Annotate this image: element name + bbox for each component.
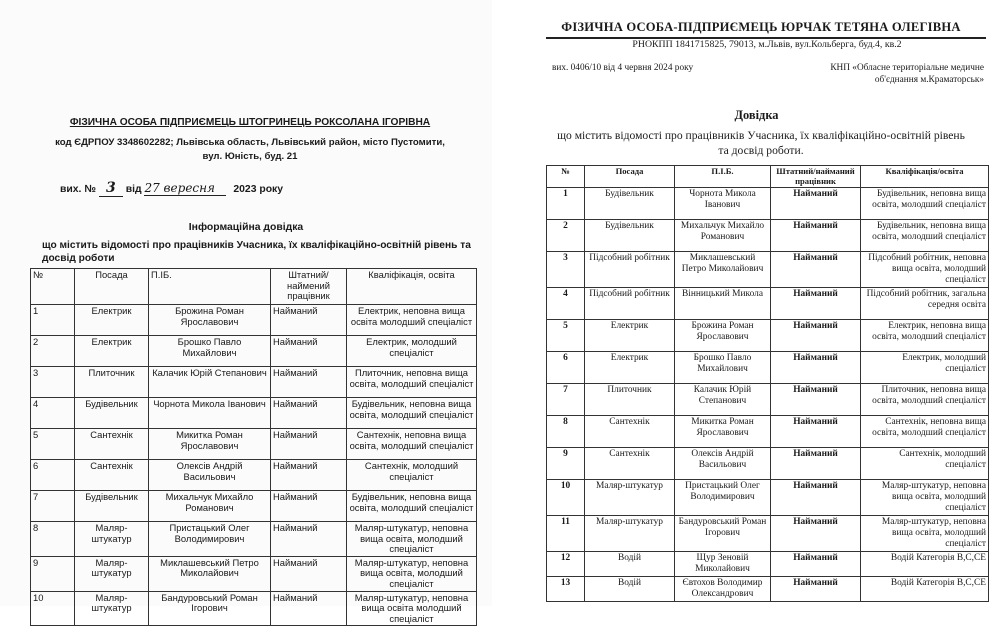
table-row <box>547 220 989 252</box>
row-type: Найманий <box>771 577 861 602</box>
right-doc-subheading-line2: та досвід роботи. <box>718 144 804 157</box>
row-name: Олексів Андрій Васильович <box>675 448 771 480</box>
row-type: Найманий <box>771 320 861 352</box>
left-col-qualification: Кваліфікація, освіта <box>347 269 477 305</box>
row-name: Щур Зеновій Миколайович <box>675 552 771 577</box>
table-row <box>31 305 477 336</box>
row-position: Маляр-штукатур <box>585 480 675 516</box>
row-position: Плиточник <box>585 384 675 416</box>
row-number: 9 <box>547 448 585 480</box>
outgoing-prefix: вих. № <box>60 184 96 195</box>
left-col-position: Посада <box>75 269 149 305</box>
row-qualification: Плиточник, неповна вища освіта, молодший спеціаліст <box>347 367 477 398</box>
row-number: 7 <box>31 491 75 522</box>
table-row <box>547 288 989 320</box>
right-col-name: П.І.Б. <box>675 166 771 188</box>
row-number: 2 <box>31 336 75 367</box>
right-doc-addressee <box>784 63 984 86</box>
row-position: Водій <box>585 552 675 577</box>
row-position: Будівельник <box>75 398 149 429</box>
row-type: Найманий <box>271 367 347 398</box>
row-qualification: Електрик, неповна вища освіта молодший спеціаліст <box>347 305 477 336</box>
right-doc-outgoing: вих. 0406/10 від 4 червня 2024 року <box>552 63 694 73</box>
left-doc-subheading <box>42 239 472 265</box>
table-row <box>31 460 477 491</box>
row-position: Сантехнік <box>75 429 149 460</box>
left-doc-heading: Інформаційна довідка <box>188 222 304 233</box>
row-type: Найманий <box>771 416 861 448</box>
row-position: Підсобний робітник <box>585 288 675 320</box>
table-row <box>31 429 477 460</box>
row-qualification: Електрик, молодший спеціаліст <box>347 336 477 367</box>
row-name: Пристацький Олег Володимирович <box>675 480 771 516</box>
row-position: Водій <box>585 577 675 602</box>
outgoing-date-handwritten: 27 вересня <box>144 181 226 196</box>
table-row <box>547 448 989 480</box>
row-qualification: Маляр-штукатур, неповна вища освіта, молодший спеціаліст <box>861 480 989 516</box>
addressee-line1: КНП «Обласне територіальне медичне <box>830 63 984 73</box>
row-type: Найманий <box>271 305 347 336</box>
left-col-employment: Штатний/ наймений працівник <box>271 269 347 305</box>
row-qualification: Електрик, молодший спеціаліст <box>861 352 989 384</box>
row-qualification: Підсобний робітник, неповна вища освіта, молодший спеціаліст <box>861 252 989 288</box>
row-position: Маляр-штукатур <box>75 591 149 626</box>
row-name: Брошко Павло Михайлович <box>149 336 271 367</box>
row-type: Найманий <box>271 336 347 367</box>
row-position: Сантехнік <box>585 448 675 480</box>
left-doc-outgoing <box>60 180 283 197</box>
row-position: Електрик <box>75 305 149 336</box>
row-position: Будівельник <box>75 491 149 522</box>
table-row <box>547 480 989 516</box>
row-name: Миклашевський Петро Миколайович <box>675 252 771 288</box>
left-staff-table <box>30 268 477 626</box>
row-type: Найманий <box>771 220 861 252</box>
row-name: Калачик Юрій Степанович <box>675 384 771 416</box>
row-qualification: Маляр-штукатур, неповна вища освіта молодший спеціаліст <box>347 591 477 626</box>
row-name: Миклашевський Петро Миколайович <box>149 556 271 591</box>
row-type: Найманий <box>771 448 861 480</box>
left-doc-address <box>20 136 480 164</box>
left-table-header-row <box>31 269 477 305</box>
row-name: Олексів Андрій Васильович <box>149 460 271 491</box>
row-type: Найманий <box>771 288 861 320</box>
left-doc-subheading-line1: що містить відомості про працівників Учасника, їх кваліфікаційно-освітній рівень та <box>42 240 471 251</box>
row-name: Чорнота Микола Іванович <box>675 188 771 220</box>
row-name: Калачик Юрій Степанович <box>149 367 271 398</box>
row-position: Сантехнік <box>585 416 675 448</box>
row-number: 3 <box>547 252 585 288</box>
row-type: Найманий <box>271 460 347 491</box>
right-col-employment: Штатний/найманий працівник <box>771 166 861 188</box>
row-position: Сантехнік <box>75 460 149 491</box>
row-name: Брожина Роман Ярославович <box>675 320 771 352</box>
row-name: Бандуровський Роман Ігорович <box>149 591 271 626</box>
row-number: 5 <box>547 320 585 352</box>
row-number: 10 <box>31 591 75 626</box>
row-type: Найманий <box>771 352 861 384</box>
row-type: Найманий <box>271 429 347 460</box>
table-row <box>31 522 477 557</box>
row-name: Микитка Роман Ярославович <box>149 429 271 460</box>
row-number: 5 <box>31 429 75 460</box>
row-number: 12 <box>547 552 585 577</box>
row-position: Електрик <box>585 352 675 384</box>
row-qualification: Маляр-штукатур, неповна вища освіта, молодший спеціаліст <box>347 522 477 557</box>
right-col-number: № <box>547 166 585 188</box>
row-number: 13 <box>547 577 585 602</box>
row-qualification: Будівельник, неповна вища освіта, молодший спеціаліст <box>347 491 477 522</box>
row-number: 4 <box>547 288 585 320</box>
row-qualification: Підсобний робітник, загальна середня освіта <box>861 288 989 320</box>
row-type: Найманий <box>271 591 347 626</box>
left-doc-address-line1: код ЄДРПОУ 3348602282; Львівська область, Львівський район, місто Пустомити, <box>55 137 445 148</box>
row-number: 1 <box>31 305 75 336</box>
table-row <box>31 398 477 429</box>
left-doc-title: ФІЗИЧНА ОСОБА ПІДПРИЄМЕЦЬ ШТОГРИНЕЦЬ РОКСОЛАНА ІГОРІВНА <box>69 117 431 128</box>
row-type: Найманий <box>771 252 861 288</box>
row-number: 6 <box>547 352 585 384</box>
table-row <box>31 491 477 522</box>
row-qualification: Маляр-штукатур, неповна вища освіта, молодший спеціаліст <box>861 516 989 552</box>
row-position: Електрик <box>75 336 149 367</box>
left-doc-address-line2: вул. Юність, буд. 21 <box>202 151 298 162</box>
row-number: 1 <box>547 188 585 220</box>
row-qualification: Сантехнік, молодший спеціаліст <box>347 460 477 491</box>
row-name: Чорнота Микола Іванович <box>149 398 271 429</box>
outgoing-date-prefix: від <box>125 184 142 195</box>
row-number: 11 <box>547 516 585 552</box>
row-name: Брожина Роман Ярославович <box>149 305 271 336</box>
row-number: 2 <box>547 220 585 252</box>
row-number: 4 <box>31 398 75 429</box>
row-qualification: Сантехнік, неповна вища освіта, молодший спеціаліст <box>861 416 989 448</box>
row-qualification: Сантехнік, неповна вища освіта, молодший спеціаліст <box>347 429 477 460</box>
row-position: Електрик <box>585 320 675 352</box>
row-qualification: Будівельник, неповна вища освіта, молодший спеціаліст <box>861 188 989 220</box>
row-type: Найманий <box>771 384 861 416</box>
right-doc-subheading-line1: що містить відомості про працівників Учасника, їх кваліфікаційно-освітній рівень <box>557 129 965 142</box>
right-col-qualification: Кваліфікація/освіта <box>861 166 989 188</box>
row-number: 8 <box>31 522 75 557</box>
row-name: Микитка Роман Ярославович <box>675 416 771 448</box>
row-number: 3 <box>31 367 75 398</box>
row-name: Бандуровський Роман Ігорович <box>675 516 771 552</box>
row-position: Будівельник <box>585 188 675 220</box>
table-row <box>31 591 477 626</box>
table-row <box>547 416 989 448</box>
row-position: Плиточник <box>75 367 149 398</box>
row-name: Михальчук Михайло Романович <box>149 491 271 522</box>
right-doc-title: ФІЗИЧНА ОСОБА-ПІДПРИЄМЕЦЬ ЮРЧАК ТЕТЯНА ОЛЕГІВНА <box>561 20 961 34</box>
row-qualification: Водій Категорія В,С,СЕ <box>861 552 989 577</box>
row-position: Маляр-штукатур <box>585 516 675 552</box>
left-col-number: № <box>31 269 75 305</box>
right-doc-subheading <box>536 128 986 158</box>
table-row <box>547 577 989 602</box>
row-qualification: Плиточник, неповна вища освіта, молодший спеціаліст <box>861 384 989 416</box>
row-number: 8 <box>547 416 585 448</box>
row-name: Євтохов Володимир Олександрович <box>675 577 771 602</box>
outgoing-year: 2023 року <box>233 184 284 195</box>
table-row <box>31 336 477 367</box>
row-type: Найманий <box>271 398 347 429</box>
right-table-header-row <box>547 166 989 188</box>
addressee-line2: об'єднання м.Краматорськ» <box>874 74 984 85</box>
row-name: Михальчук Михайло Романович <box>675 220 771 252</box>
table-row <box>547 352 989 384</box>
row-type: Найманий <box>271 556 347 591</box>
table-row <box>31 556 477 591</box>
row-number: 6 <box>31 460 75 491</box>
right-doc-requisites: РНОКПП 1841715825, 79013, м.Львів, вул.Кольберга, буд.4, кв.2 <box>632 39 902 50</box>
row-type: Найманий <box>771 480 861 516</box>
row-name: Брошко Павло Михайлович <box>675 352 771 384</box>
row-type: Найманий <box>771 188 861 220</box>
row-position: Підсобний робітник <box>585 252 675 288</box>
table-row <box>547 320 989 352</box>
outgoing-number: 3 <box>99 180 123 197</box>
row-position: Маляр-штукатур <box>75 556 149 591</box>
table-row <box>547 552 989 577</box>
right-doc-heading: Довідка <box>734 108 779 122</box>
row-number: 9 <box>31 556 75 591</box>
row-qualification: Будівельник, неповна вища освіта, молодший спеціаліст <box>861 220 989 252</box>
row-number: 10 <box>547 480 585 516</box>
left-doc-subheading-line2: досвід роботи <box>42 253 115 264</box>
right-staff-table <box>546 165 989 602</box>
table-row <box>547 516 989 552</box>
row-name: Пристацький Олег Володимирович <box>149 522 271 557</box>
row-qualification: Будівельник, неповна вища освіта, молодший спеціаліст <box>347 398 477 429</box>
row-type: Найманий <box>771 552 861 577</box>
row-qualification: Маляр-штукатур, неповна вища освіта, молодший спеціаліст <box>347 556 477 591</box>
left-document <box>0 0 492 624</box>
row-position: Маляр-штукатур <box>75 522 149 557</box>
right-document <box>522 0 991 606</box>
left-col-name: П.ІБ. <box>149 269 271 305</box>
table-row <box>547 188 989 220</box>
right-col-position: Посада <box>585 166 675 188</box>
row-qualification: Сантехнік, молодший спеціаліст <box>861 448 989 480</box>
table-row <box>31 367 477 398</box>
row-number: 7 <box>547 384 585 416</box>
row-qualification: Електрик, неповна вища освіта, молодший спеціаліст <box>861 320 989 352</box>
row-type: Найманий <box>271 491 347 522</box>
row-qualification: Водій Категорія В,С,СЕ <box>861 577 989 602</box>
row-type: Найманий <box>271 522 347 557</box>
table-row <box>547 384 989 416</box>
row-position: Будівельник <box>585 220 675 252</box>
table-row <box>547 252 989 288</box>
row-name: Вінницький Микола <box>675 288 771 320</box>
row-type: Найманий <box>771 516 861 552</box>
